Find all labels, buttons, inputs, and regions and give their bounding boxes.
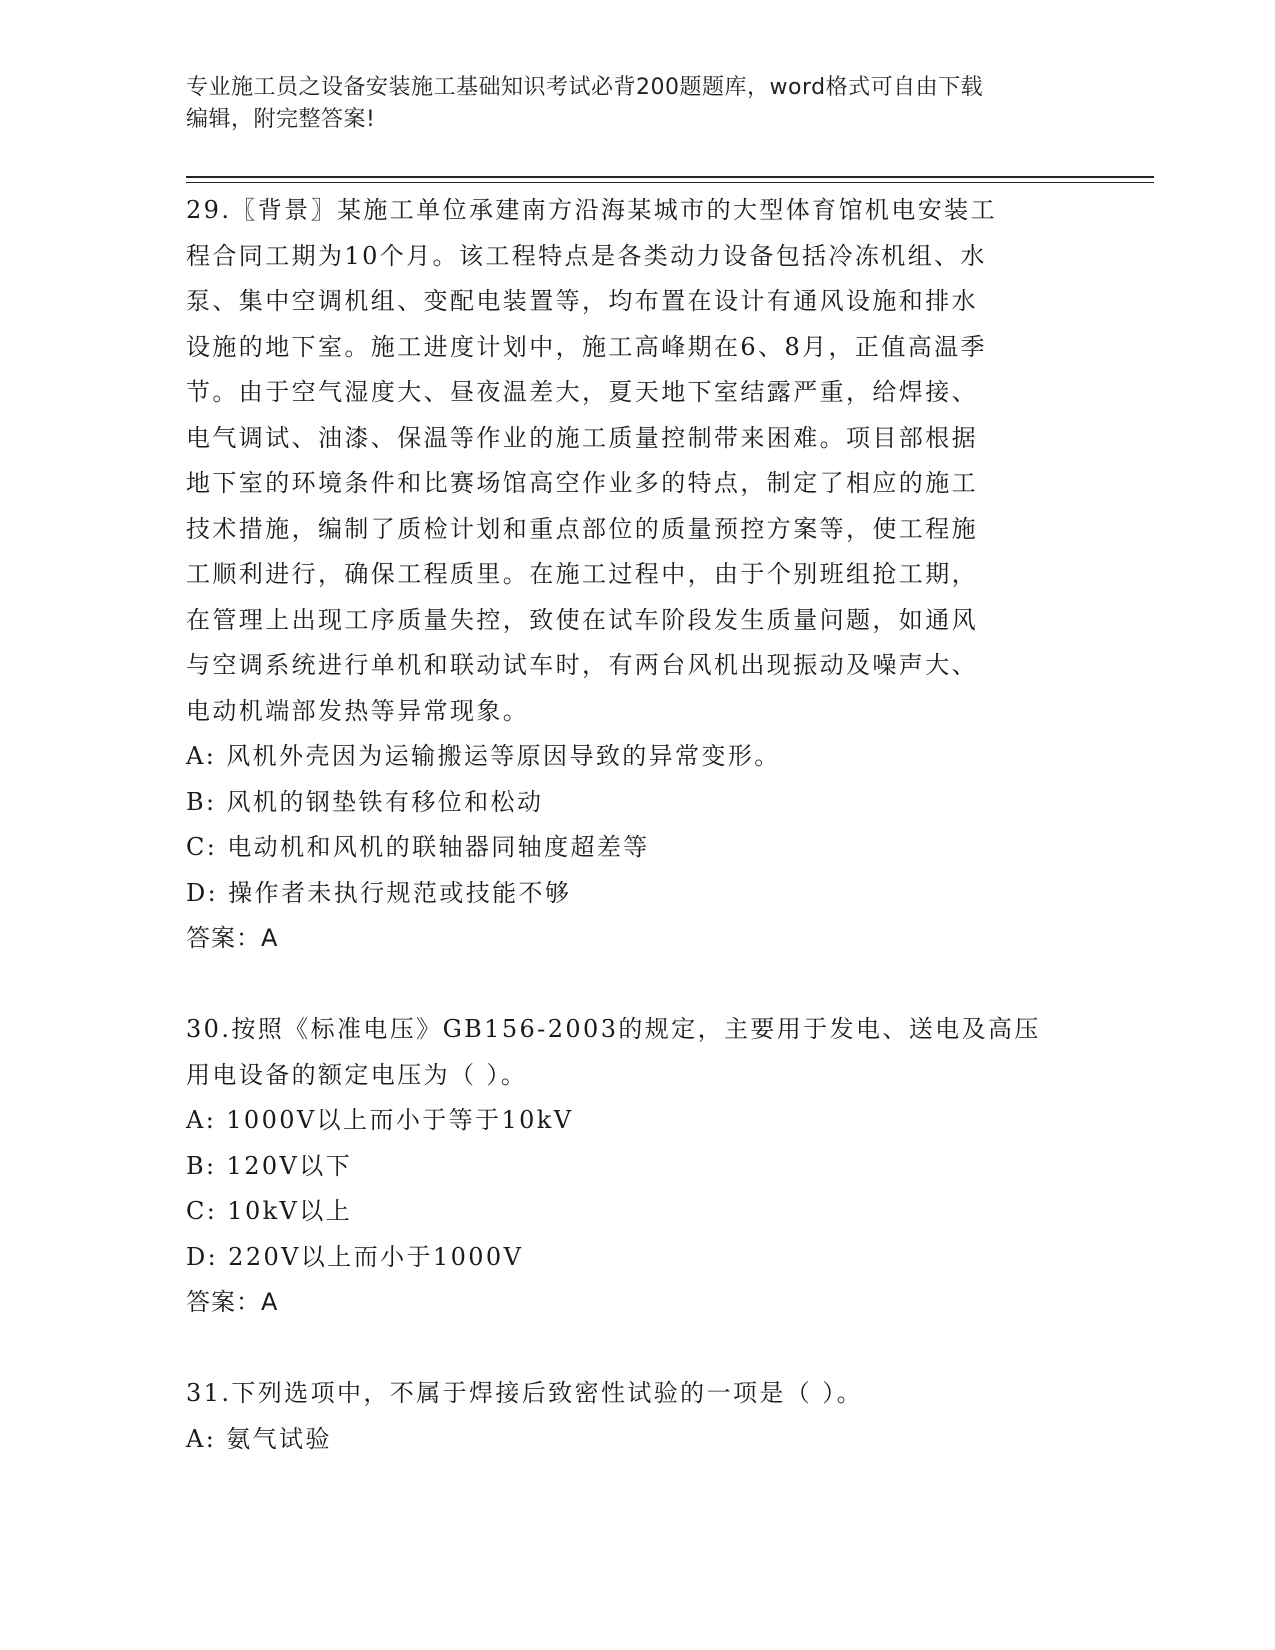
question-text-line: 在管理上出现工序质量失控，致使在试车阶段发生质量问题，如通风 xyxy=(186,605,978,634)
answer-label: 答案：A xyxy=(186,924,279,952)
option-a: A: 风机外壳因为运输搬运等原因导致的异常变形。 xyxy=(186,742,781,770)
question-text-line: 31.下列选项中，不属于焊接后致密性试验的一项是（ ）。 xyxy=(186,1379,863,1407)
question-text-line: 节。由于空气湿度大、昼夜温差大，夏天地下室结露严重，给焊接、 xyxy=(186,378,978,406)
question-text-line: 用电设备的额定电压为（ ）。 xyxy=(186,1060,528,1089)
question-text-line: 电动机端部发热等异常现象。 xyxy=(186,696,530,725)
option-c: C: 电动机和风机的联轴器同轴度超差等 xyxy=(186,833,650,861)
question-text-line: 工顺利进行，确保工程质里。在施工过程中，由于个别班组抢工期， xyxy=(186,560,978,588)
question-gap xyxy=(186,962,1086,1008)
question-text-line: 程合同工期为10个月。该工程特点是各类动力设备包括冷冻机组、水 xyxy=(186,241,987,270)
option-d: D: 220V以上而小于1000V xyxy=(186,1242,524,1271)
question-text-line: 地下室的环境条件和比赛场馆高空作业多的特点，制定了相应的施工 xyxy=(186,469,978,497)
header-divider-thin xyxy=(186,182,1154,183)
question-text-line: 30.按照《标准电压》GB156-2003的规定，主要用于发电、送电及高压 xyxy=(186,1015,1041,1043)
option-b: B: 风机的钢垫铁有移位和松动 xyxy=(186,787,544,816)
header-divider-thick xyxy=(186,176,1154,178)
question-text-line: 技术措施，编制了质检计划和重点部位的质量预控方案等，使工程施 xyxy=(186,514,978,543)
question-text-line: 与空调系统进行单机和联动试车时，有两台风机出现振动及噪声大、 xyxy=(186,651,978,679)
question-gap xyxy=(186,1326,1086,1372)
question-text-line: 电气调试、油漆、保温等作业的施工质量控制带来困难。项目部根据 xyxy=(186,423,978,452)
question-31 xyxy=(186,1371,1086,1462)
option-b: B: 120V以下 xyxy=(186,1151,353,1180)
question-text-line: 29.〖背景〗某施工单位承建南方沿海某城市的大型体育馆机电安装工 xyxy=(186,196,997,224)
header-line-1: 专业施工员之设备安装施工基础知识考试必背200题题库，word格式可自由下载 xyxy=(186,75,984,100)
option-a: A: 氨气试验 xyxy=(186,1424,332,1453)
option-d: D: 操作者未执行规范或技能不够 xyxy=(186,878,572,907)
question-list xyxy=(186,188,1086,1462)
header-line-2: 编辑，附完整答案! xyxy=(186,107,376,132)
option-a: A: 1000V以上而小于等于10kV xyxy=(186,1106,574,1134)
question-text-line: 泵、集中空调机组、变配电装置等，均布置在设计有通风设施和排水 xyxy=(186,287,978,315)
question-29 xyxy=(186,188,1086,962)
option-c: C: 10kV以上 xyxy=(186,1197,353,1225)
document-header xyxy=(186,72,1066,136)
answer-label: 答案：A xyxy=(186,1288,279,1316)
question-text-line: 设施的地下室。施工进度计划中，施工高峰期在6、8月，正值高温季 xyxy=(186,332,987,361)
question-30 xyxy=(186,1007,1086,1326)
